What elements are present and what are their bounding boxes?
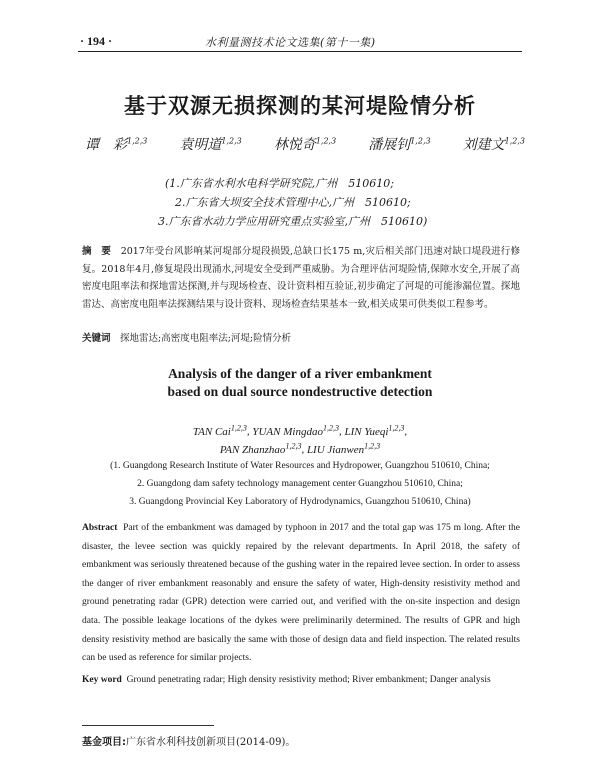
keywords-cn-label: 关键词 xyxy=(82,333,111,344)
footnote-rule xyxy=(82,725,214,726)
funding-label: 基金项目: xyxy=(82,737,126,748)
header-rule xyxy=(78,51,522,52)
author-list-en: PAN Zhanzhao$^{1,2,3}$, LIU Jianwen$^{1,2,3}$ xyxy=(219,441,381,456)
abstract-en-label: Abstract xyxy=(82,523,118,533)
keywords-cn xyxy=(82,330,520,344)
author-cn: 潘展钊$^{1,2,3}$ xyxy=(368,136,431,153)
keywords-en xyxy=(82,672,520,689)
paper-title-cn: 基于双源无损探测的某河堤险情分析 xyxy=(124,94,476,118)
author-en: LIU Jianwen$^{1,2,3}$ xyxy=(306,441,381,456)
affiliation-en: (1. Guangdong Research Institute of Water Resources and Hydropower, Guangzhou 510610, China; xyxy=(110,461,490,471)
author-en: TAN Cai$^{1,2,3}$ xyxy=(192,423,247,438)
affiliation-cn: 3.广东省水动力学应用研究重点实验室,广州 510610) xyxy=(158,215,428,228)
author-list-cn xyxy=(85,134,525,154)
funding-footnote xyxy=(82,733,295,748)
paper-title-en: Analysis of the danger of a river embankment based on dual source nondestructive detection xyxy=(167,366,433,399)
abstract-en xyxy=(82,519,520,668)
author-cn: 谭 彩$^{1,2,3}$ xyxy=(85,136,148,153)
abstract-cn-text: 2017年受台风影响某河堤部分堤段损毁,总缺口长175 m,灾后相关部门迅速对缺口堤段进行修复。2018年4月,修复堤段出现涌水,河堤安全受到严重威胁。为合理评估河堤险情,保障水安全,开展了高密度电阻率法和探地雷达探测,并与现场检查、设计资料相互验证,初步确定了河堤的可能渗漏位置。探地雷达、高密度电阻率法探测结果与设计资料、现场检查结果基本一致,相关成果可供类似工程参考。 xyxy=(82,246,520,310)
running-title: 水利量测技术论文选集(第十一集) xyxy=(205,36,376,49)
author-cn: 刘建文$^{1,2,3}$ xyxy=(462,136,525,153)
page-number: · 194 · xyxy=(80,34,113,48)
keywords-en-text: Ground penetrating radar; High density resistivity method; River embankment; Danger analysis xyxy=(126,675,491,685)
abstract-cn xyxy=(82,243,520,313)
author-en: LIN Yueqi$^{1,2,3}$ xyxy=(344,423,405,438)
affiliation-en: 3. Guangdong Provincial Key Laboratory of Hydrodynamics, Guangzhou 510610, China) xyxy=(129,497,471,507)
keywords-en-label: Key word xyxy=(82,675,122,685)
author-en: PAN Zhanzhao$^{1,2,3}$ xyxy=(219,441,302,456)
author-cn: 袁明道$^{1,2,3}$ xyxy=(179,136,242,153)
funding-text: 广东省水利科技创新项目(2014-09)。 xyxy=(126,737,296,748)
author-cn: 林悦奇$^{1,2,3}$ xyxy=(273,136,337,153)
keywords-cn-text: 探地雷达;高密度电阻率法;河堤;险情分析 xyxy=(120,333,292,344)
affiliation-cn: 2.广东省大坝安全技术管理中心,广州 510610; xyxy=(175,196,411,209)
abstract-en-text: Part of the embankment was damaged by typhoon in 2017 and the total gap was 175 m long. After the disaster, the levee section was quickly repaired by the relevant departments. In April 2018, the safety of embankment was seriously threatened because of the gushing water in the repaired levee section. In order to assess the danger of river embankment reasonably and ensure the safety of water, High-density resistivity method and ground penetrating radar (GPR) detection were carried out, and verified with the on-site inspection and design data. The possible leakage locations of the dykes were preliminarily determined. The results of GPR and high density resistivity method are basically the same with those of design data and field inspection. The related results can be used as reference for similar projects. xyxy=(82,523,521,664)
author-en: YUAN Mingdao$^{1,2,3}$ xyxy=(252,423,339,438)
affiliation-cn: (1.广东省水利水电科学研究院,广州 510610; xyxy=(165,177,394,190)
affiliation-en: 2. Guangdong dam safety technology management center Guangzhou 510610, China; xyxy=(137,479,463,489)
abstract-cn-label: 摘 要 xyxy=(82,246,112,257)
author-list-en: TAN Cai$^{1,2,3}$, YUAN Mingdao$^{1,2,3}$, LIN Yueqi$^{1,2,3}$, xyxy=(192,423,408,438)
